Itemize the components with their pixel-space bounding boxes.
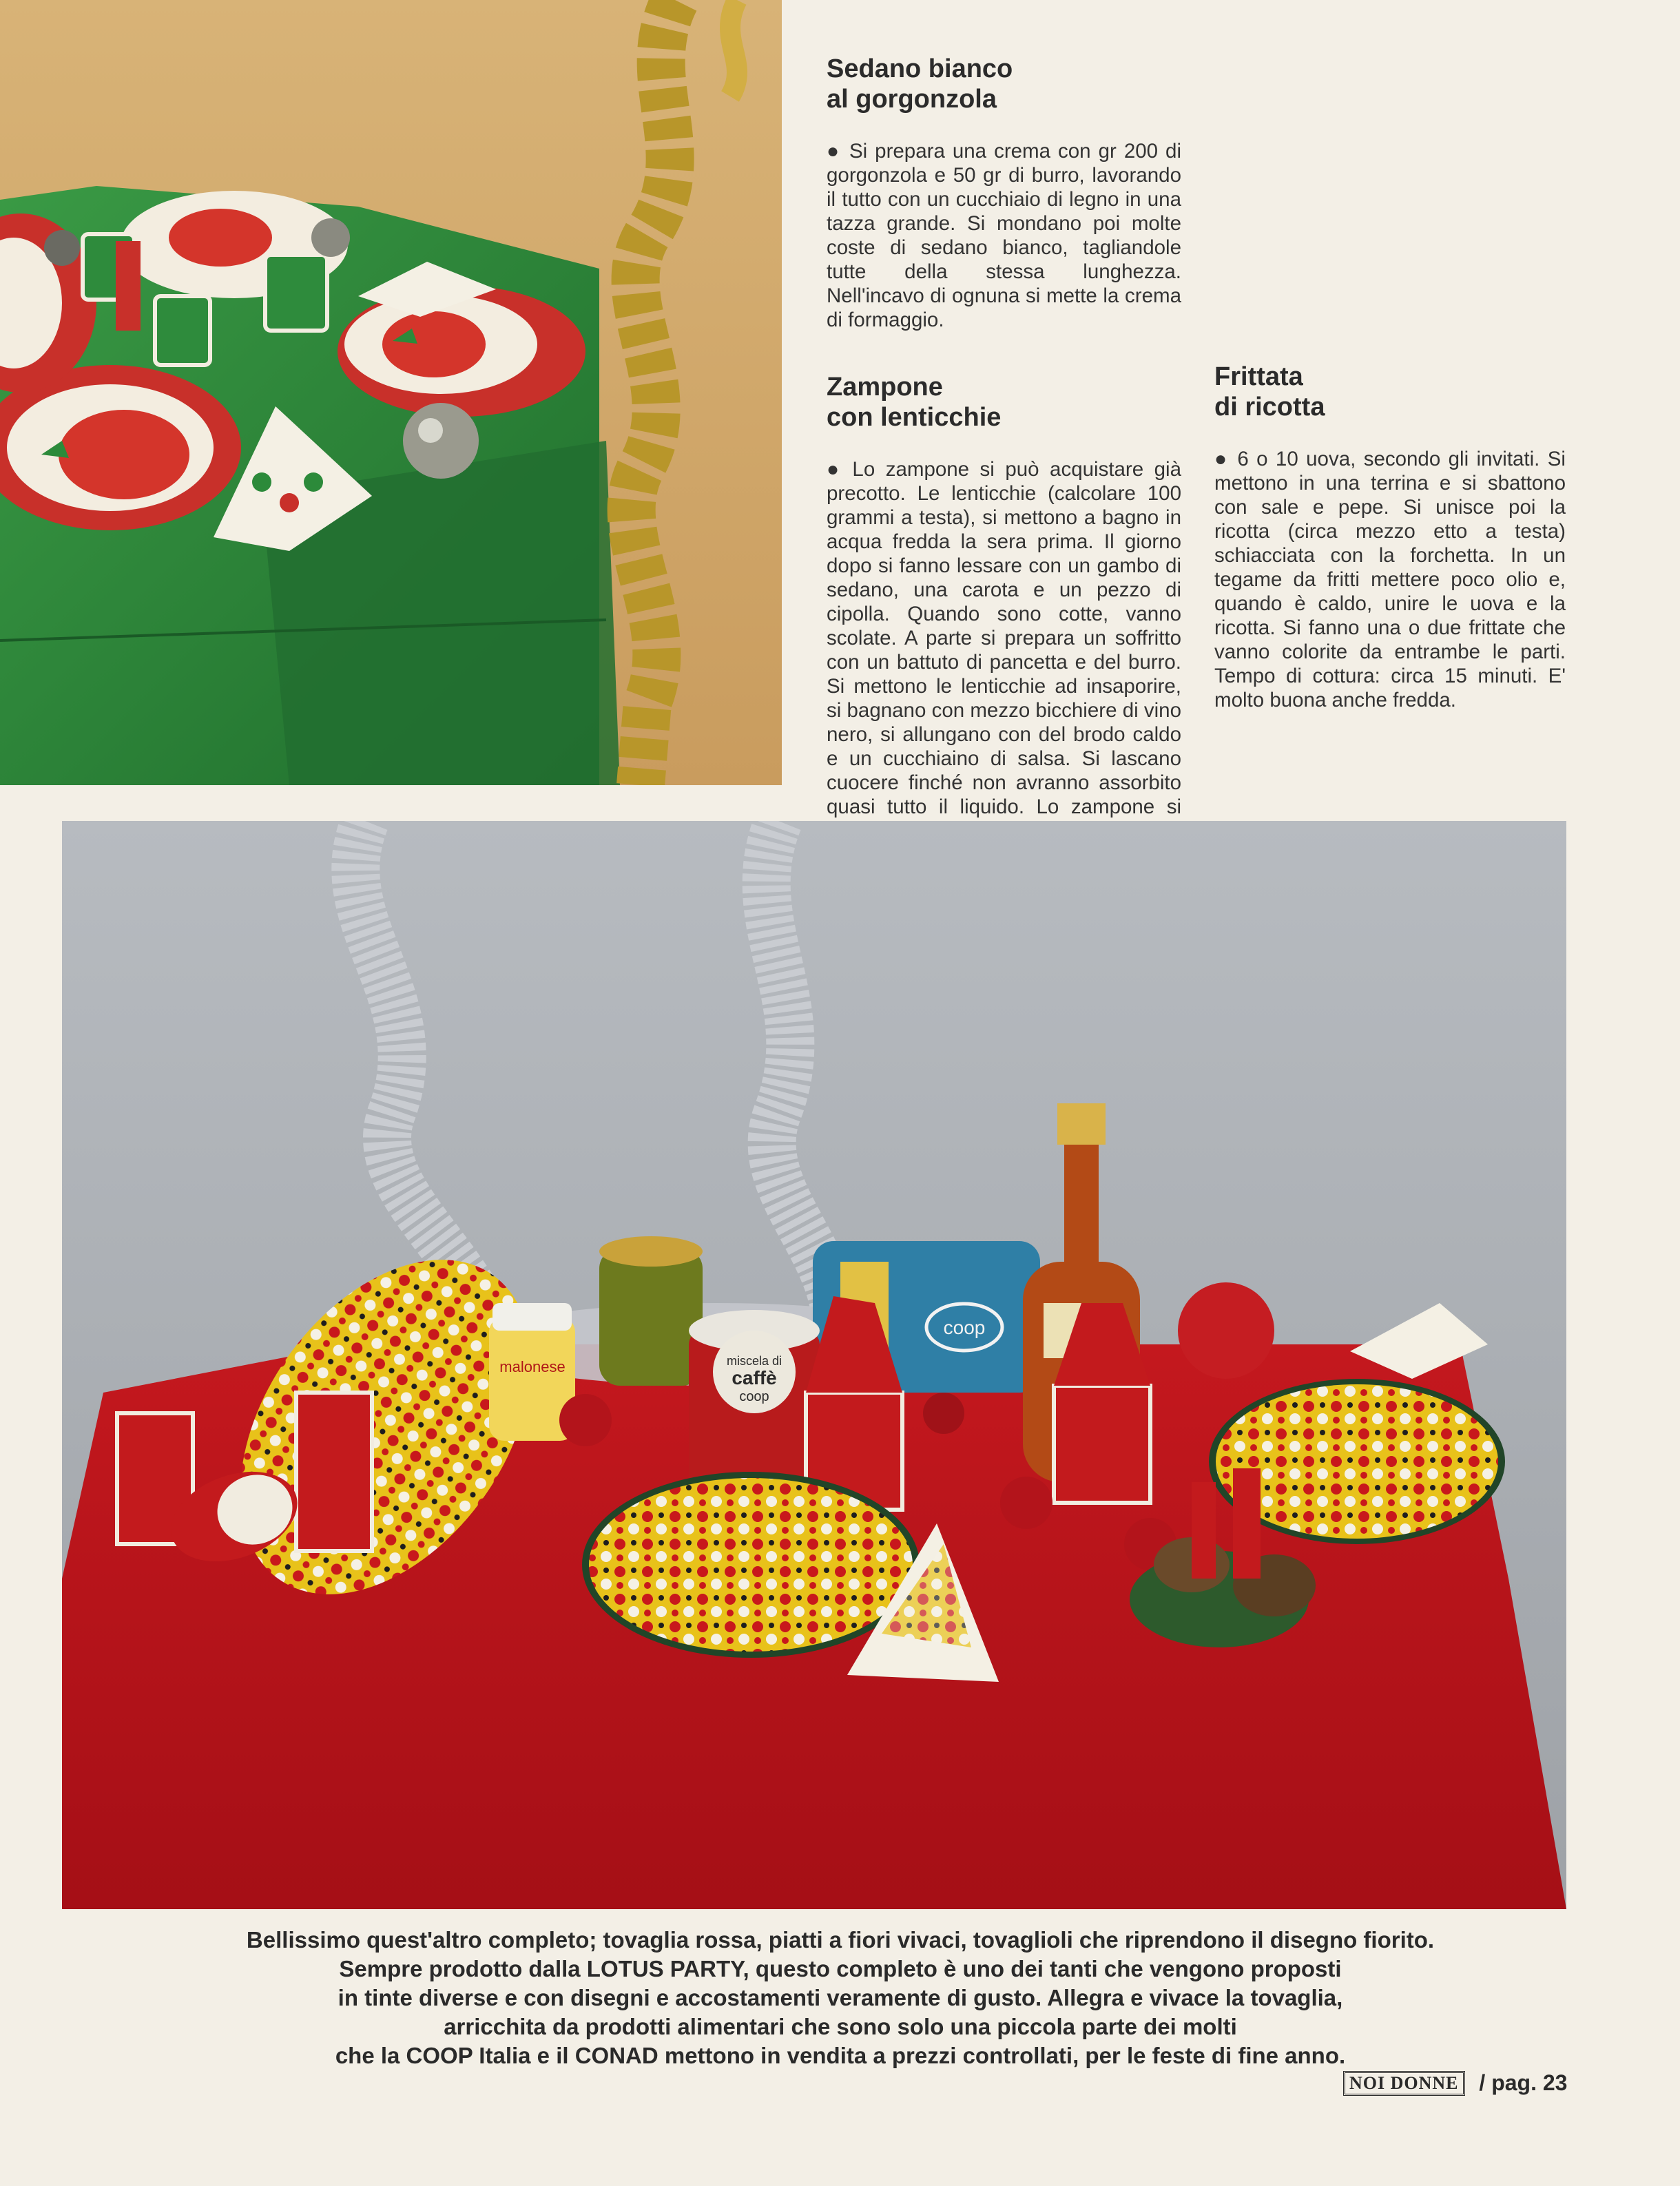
bullet-icon: ● bbox=[827, 458, 844, 481]
page-number: pag. 23 bbox=[1491, 2070, 1568, 2095]
recipe-text-zampone: Lo zampone si può acquistare già precotto. Le lenticchie (calcolare 100 grammi a testa), si mettono a bagno in acqua fredda la sera prima. Il giorno dopo si fanno lessare con un gambo di sedano, una carota e un pezzo di cipolla. Quando sono cotte, vanno scolate. A parte si prepara un soffritto con un battuto di pancetta e del burro. Si mettono le lenticchie ad insaporire, si bagnano con mezzo bicchiere di vino nero, si allungano con del brodo caldo e un cucchiaino di salsa. Si lascano cuocere finché non avranno assorbito quasi tutto il liquido. Lo zampone si bbox=[827, 458, 1182, 818]
coop-box-label: coop bbox=[943, 1317, 986, 1338]
text-column-right bbox=[1214, 362, 1566, 752]
caption-line: arricchita da prodotti alimentari che sono solo una piccola parte dei molti bbox=[444, 2014, 1237, 2039]
recipe-text-frittata: 6 o 10 uova, secondo gli invitati. Si mettono in una terrina e si sbattono con sale e pepe. Si unisce poi la ricotta (circa mezzo etto a testa) schiacciata con la forchetta. In un tegame da fritti mettere poco olio e, quando è caldo, unire le uova e la ricotta. Si fanno una o due frittate che vanno colorite da entrambe le parti. Tempo di cottura: circa 15 minuti. E' molto buona anche fredda. bbox=[1214, 448, 1566, 711]
caption-line: che la COOP Italia e il CONAD mettono in vendita a prezzi controllati, per le feste di fine anno. bbox=[335, 2043, 1346, 2068]
photo-red-table-image bbox=[62, 821, 1566, 1909]
bullet-icon: ● bbox=[827, 140, 841, 163]
tin-label-line1: miscela di bbox=[726, 1354, 782, 1368]
recipe-title-zampone: Zampone con lenticchie bbox=[827, 373, 1002, 432]
text-column-left bbox=[827, 54, 1181, 907]
recipe-body-frittata bbox=[1214, 447, 1566, 712]
caption-line: Sempre prodotto dalla LOTUS PARTY, questo completo è uno dei tanti che vengono proposti bbox=[339, 1956, 1342, 1981]
recipe-title-frittata: Frittata di ricotta bbox=[1214, 362, 1325, 421]
tin-label-line2: caffè bbox=[732, 1367, 777, 1388]
recipe-title-sedano: Sedano bianco al gorgonzola bbox=[827, 54, 1013, 114]
bullet-icon: ● bbox=[1214, 448, 1230, 470]
photo-green-table bbox=[0, 0, 782, 785]
photo-caption bbox=[41, 1926, 1639, 2070]
caption-line: in tinte diverse e con disegni e accostamenti veramente di gusto. Allegra e vivace la tovaglia, bbox=[338, 1985, 1343, 2010]
recipe-text-sedano: Si prepara una crema con gr 200 di gorgonzola e 50 gr di burro, lavorando il tutto con un cucchiaio di legno in una tazza grande. Si mondano poi molte coste di sedano bianco, tagliandole tutte della stessa lunghezza. Nell'incavo di ognuna si mette la crema di formaggio. bbox=[827, 140, 1182, 331]
caption-line: Bellissimo quest'altro completo; tovaglia rossa, piatti a fiori vivaci, tovaglioli che riprendono il disegno fiorito. bbox=[246, 1927, 1435, 1953]
tomato-plate bbox=[338, 286, 585, 417]
photo-red-table bbox=[62, 821, 1566, 1909]
magazine-logo: NOI DONNE bbox=[1343, 2071, 1465, 2096]
page-footer bbox=[1343, 2069, 1567, 2096]
recipe-body-zampone bbox=[827, 457, 1181, 867]
recipe-body-sedano bbox=[827, 139, 1181, 332]
jar-label: malonese bbox=[499, 1358, 566, 1375]
footer-separator: / bbox=[1479, 2070, 1486, 2095]
photo-green-table-image bbox=[0, 0, 782, 785]
tin-label-brand: coop bbox=[739, 1389, 769, 1404]
